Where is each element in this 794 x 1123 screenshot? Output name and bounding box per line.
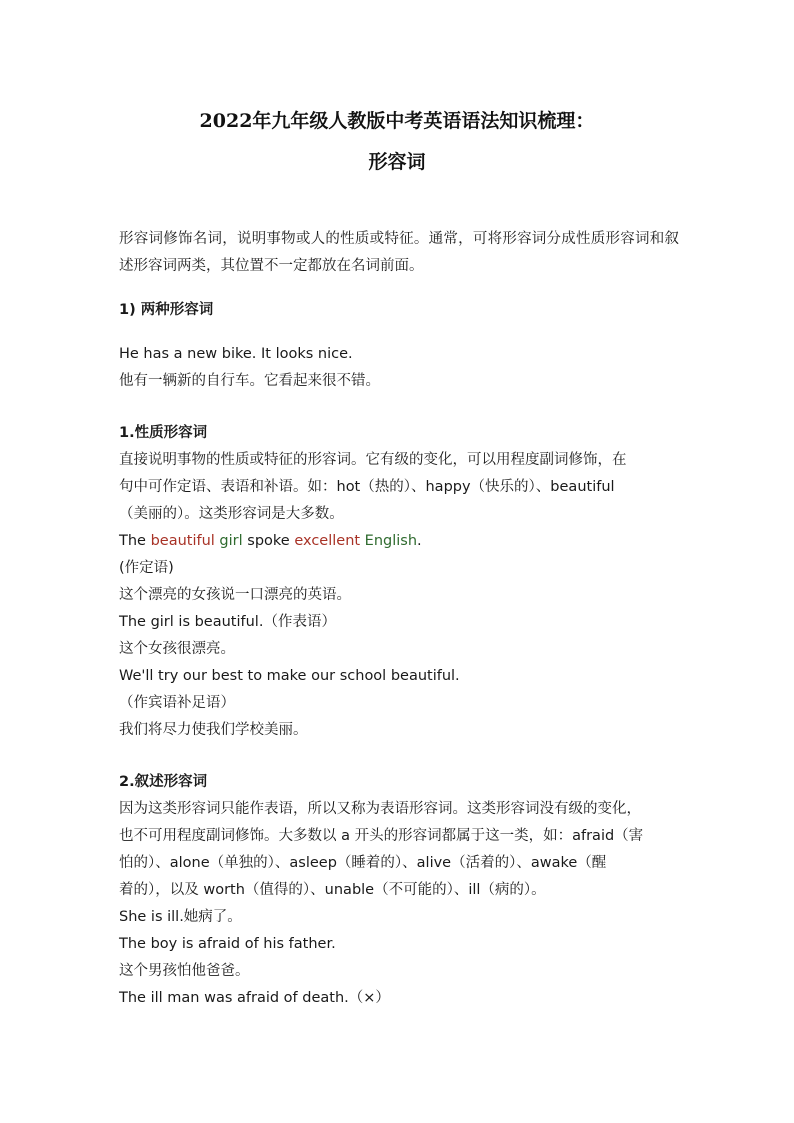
document-body — [119, 226, 679, 1012]
example-english: The boy is afraid of his father. — [119, 936, 336, 952]
section-heading-two-types: 1) 两种形容词 — [119, 302, 214, 318]
sentence-period: . — [417, 533, 422, 549]
highlight-beautiful: beautiful — [150, 533, 215, 549]
highlight-girl: girl — [214, 533, 243, 549]
example-sentence: She is ill.她病了。 — [119, 909, 242, 925]
example-english: We'll try our best to make our school beautiful. — [119, 668, 460, 684]
intro-paragraph: 形容词修饰名词，说明事物或人的性质或特征。通常，可将形容词分成性质形容词和叙述形容词两类，其位置不一定都放在名词前面。 — [119, 231, 679, 274]
predicative-desc-line: 怕的）、alone（单独的）、asleep（睡着的）、alive（活着的）、awake（醒 — [119, 855, 607, 871]
document-subtitle: 形容词 — [368, 151, 426, 173]
example-chinese: 这个女孩很漂亮。 — [119, 641, 235, 657]
example-chinese: 这个漂亮的女孩说一口漂亮的英语。 — [119, 587, 351, 603]
qualitative-desc-line: 直接说明事物的性质或特征的形容词。它有级的变化，可以用程度副词修饰，在 — [119, 452, 627, 468]
example-english: The girl is beautiful.（作表语） — [119, 614, 336, 630]
word-spoke: spoke — [242, 533, 295, 549]
example-english: He has a new bike. It looks nice. — [119, 346, 353, 362]
example-chinese: 他有一辆新的自行车。它看起来很不错。 — [119, 373, 380, 389]
example-note: （作宾语补足语） — [119, 695, 235, 711]
section-heading-qualitative: 1.性质形容词 — [119, 425, 208, 441]
qualitative-desc-line: （美丽的）。这类形容词是大多数。 — [119, 506, 344, 522]
section-heading-predicative: 2.叙述形容词 — [119, 774, 208, 790]
example-note: (作定语) — [119, 560, 174, 576]
word-the: The — [119, 533, 151, 549]
example-chinese: 我们将尽力使我们学校美丽。 — [119, 722, 308, 738]
qualitative-desc-line: 句中可作定语、表语和补语。如：hot（热的）、happy（快乐的）、beautiful — [119, 479, 615, 495]
example-wrong-sentence: The ill man was afraid of death.（×） — [119, 990, 390, 1006]
predicative-desc-line: 因为这类形容词只能作表语，所以又称为表语形容词。这类形容词没有级的变化， — [119, 801, 641, 817]
document-title: 2022年九年级人教版中考英语语法知识梳理： — [199, 110, 595, 132]
highlight-excellent: excellent — [294, 533, 361, 549]
example-chinese: 这个男孩怕他爸爸。 — [119, 963, 250, 979]
highlight-english: English — [360, 533, 418, 549]
example-sentence-highlighted — [119, 528, 679, 555]
predicative-desc-line: 着的），以及 worth（值得的）、unable（不可能的）、ill（病的）。 — [119, 882, 546, 898]
predicative-desc-line: 也不可用程度副词修饰。大多数以 a 开头的形容词都属于这一类，如：afraid（害 — [119, 828, 644, 844]
